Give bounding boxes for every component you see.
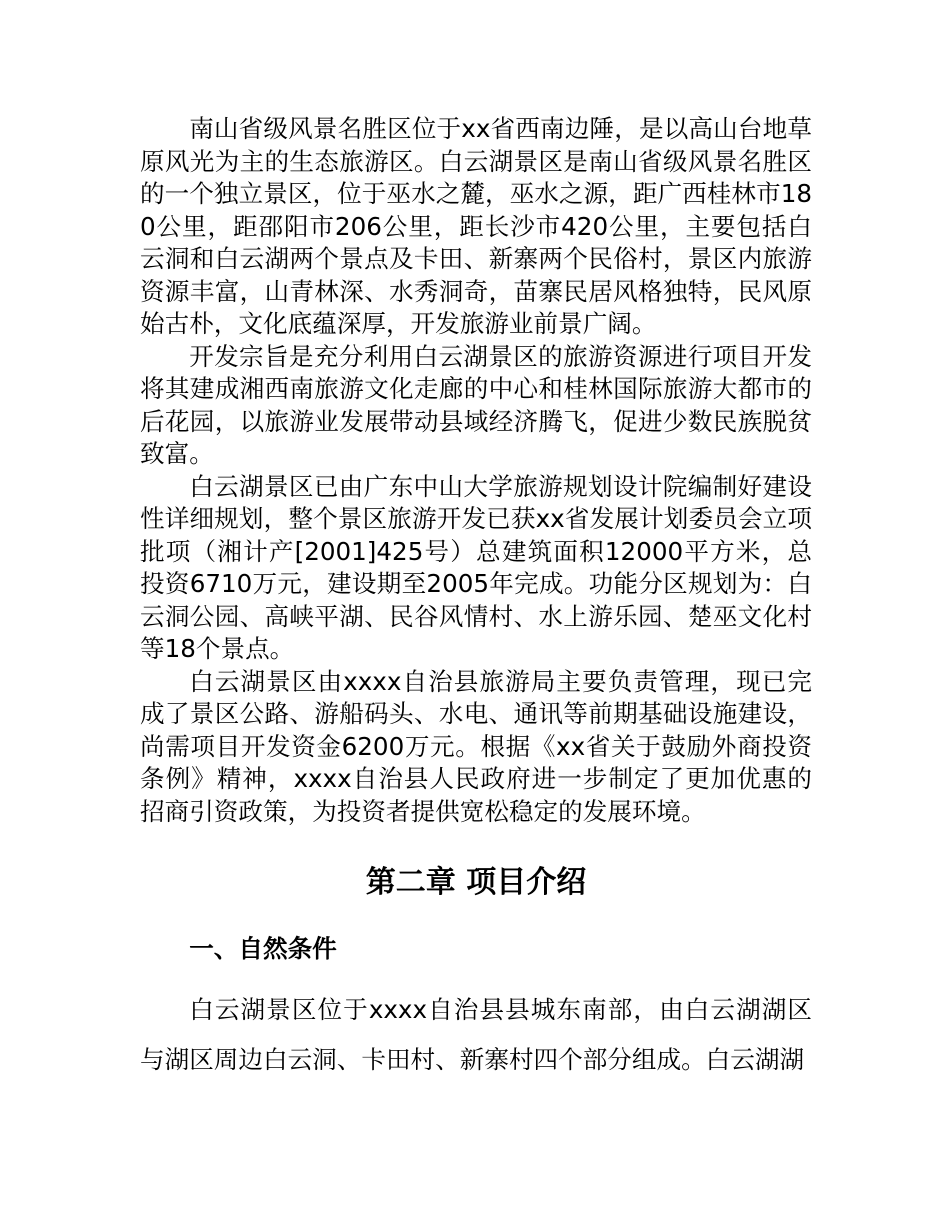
paragraph-overview: 南山省级风景名胜区位于xx省西南边陲，是以高山台地草原风光为主的生态旅游区。白云湖景区是南山省级风景名胜区的一个独立景区，位于巫水之麓，巫水之源，距广西桂林市180公里，距邵阳市206公里，距长沙市420公里，主要包括白云洞和白云湖两个景点及卡田、新寨两个民俗村，景区内旅游资源丰富，山青林深、水秀洞奇，苗寨民居风格独特，民风原始古朴，文化底蕴深厚，开发旅游业前景广阔。: [140, 114, 812, 338]
paragraph-management: 白云湖景区由xxxx自治县旅游局主要负责管理，现已完成了景区公路、游船码头、水电、通讯等前期基础设施建设，尚需项目开发资金6200万元。根据《xx省关于鼓励外商投资条例》精神，xxxx自治县人民政府进一步制定了更加优惠的招商引资政策，为投资者提供宽松稳定的发展环境。: [140, 666, 812, 826]
chapter-title: 第二章 项目介绍: [365, 865, 587, 900]
paragraph-planning: 白云湖景区已由广东中山大学旅游规划设计院编制好建设性详细规划，整个景区旅游开发已获xx省发展计划委员会立项批项（湘计产[2001]425号）总建筑面积12000平方米，总投资6710万元，建设期至2005年完成。功能分区规划为：白云洞公园、高峡平湖、民谷风情村、水上游乐园、楚巫文化村等18个景点。: [140, 471, 812, 663]
document-page: [140, 113, 812, 1085]
paragraph-purpose: 开发宗旨是充分利用白云湖景区的旅游资源进行项目开发将其建成湘西南旅游文化走廊的中心和桂林国际旅游大都市的后花园，以旅游业发展带动县域经济腾飞，促进少数民族脱贫致富。: [140, 341, 812, 468]
section-title: 一、自然条件: [189, 934, 337, 963]
paragraph-natural-conditions: 白云湖景区位于xxxx自治县县城东南部，由白云湖湖区与湖区周边白云洞、卡田村、新寨村四个部分组成。白云湖湖: [140, 995, 812, 1074]
